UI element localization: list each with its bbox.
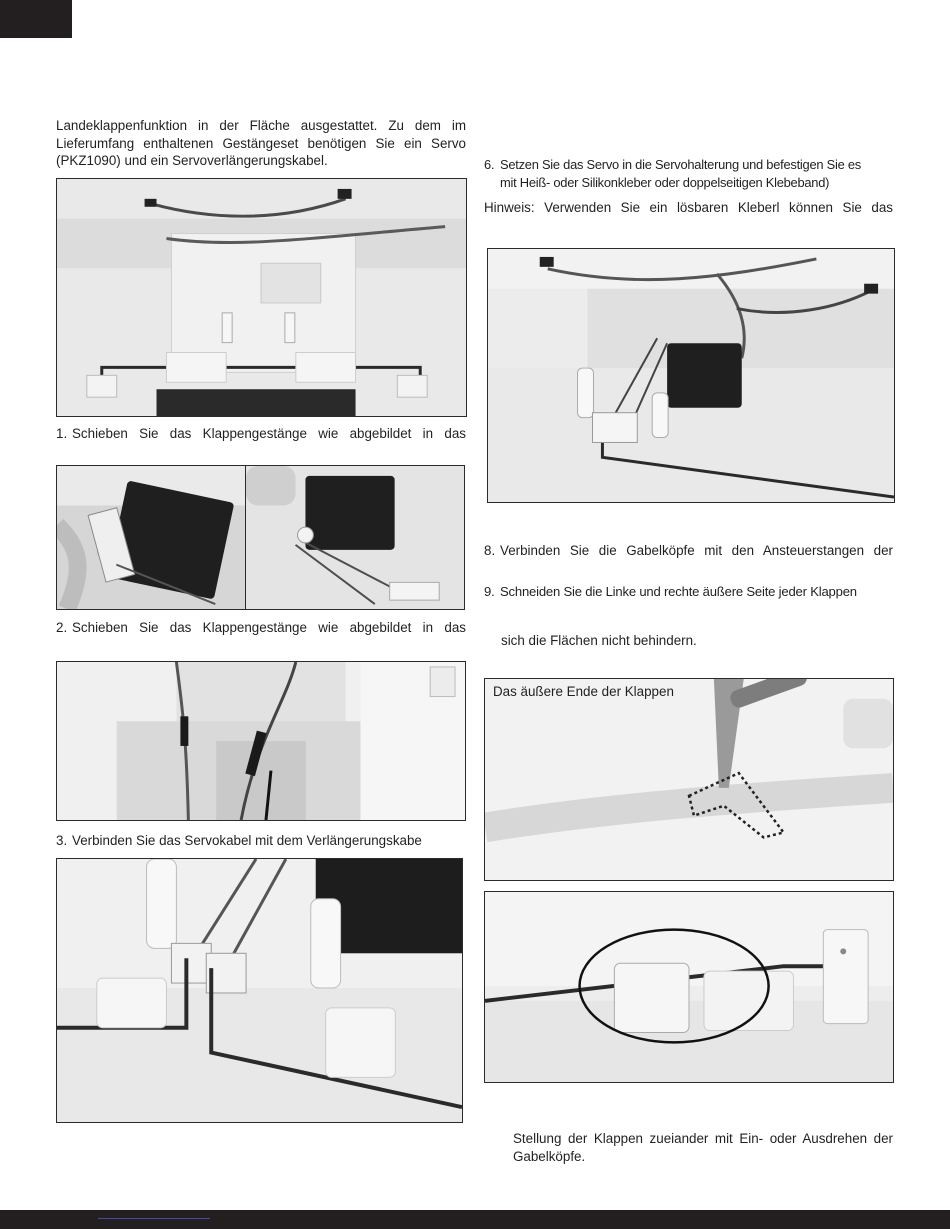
step-3-number: 3.: [56, 833, 68, 848]
step-8-text: Verbinden Sie die Gabelköpfe mit den Ansteuerstangen der: [500, 543, 893, 558]
step-1: [56, 425, 466, 443]
photo-clevis-linkage-closeup: [56, 858, 463, 1123]
photo-servo-arm-left-image: [57, 466, 245, 609]
step-8: [484, 542, 893, 560]
final-paragraph: Stellung der Klappen zueiander mit Ein- oder Ausdrehen der Gabelköpfe.: [513, 1131, 893, 1164]
step-1-number: 1.: [56, 426, 68, 441]
page-corner-tab: [0, 0, 72, 38]
photo-wing-servo-bay-image: [57, 179, 466, 416]
photo-clevis-linkage-closeup-image: [57, 859, 462, 1122]
step-9-text: Schneiden Sie die Linke und rechte äußere Seite jeder Klappen: [500, 584, 857, 599]
hint-note: Hinweis: Verwenden Sie ein lösbaren Kleberl können Sie das: [484, 200, 893, 215]
step-6: [484, 156, 896, 191]
step-9: [484, 583, 896, 601]
photo-servo-arm-right: [245, 465, 465, 610]
step-6-line-2: mit Heiß- oder Silikonkleber oder doppelseitigen Klebeband): [500, 174, 830, 190]
photo-servo-in-holder: [487, 248, 895, 503]
step-3-text: Verbinden Sie das Servokabel mit dem Verlängerungskabe: [72, 833, 422, 848]
step-2-text: Schieben Sie das Klappengestänge wie abgebildet in das: [72, 620, 466, 635]
photo-caption: Das äußere Ende der Klappen: [493, 684, 674, 699]
photo-wing-servo-bay: [56, 178, 467, 417]
footer-link-underline: [98, 1218, 210, 1219]
step-9-continuation: sich die Flächen nicht behindern.: [501, 633, 697, 648]
photo-servo-cable-extension-image: [57, 662, 465, 820]
photo-servo-cable-extension: [56, 661, 466, 821]
photo-cut-flap-outer-end-image: [485, 679, 893, 880]
step-8-number: 8.: [484, 543, 496, 558]
step-6-number: 6.: [484, 157, 495, 172]
step-2-number: 2.: [56, 620, 68, 635]
photo-flap-hinge-closeup: [484, 891, 894, 1083]
step-1-text: Schieben Sie das Klappengestänge wie abgebildet in das: [72, 426, 466, 441]
intro-paragraph: Landeklappenfunktion in der Fläche ausgestattet. Zu dem im Lieferumfang enthaltenen Gestängeset benötigen Sie ein Servo (PKZ1090) und ein Servoverlängerungskabel.: [56, 118, 466, 168]
step-6-line-1: Setzen Sie das Servo in die Servohalterung und befestigen Sie es: [500, 157, 861, 172]
step-2: [56, 619, 466, 637]
photo-flap-hinge-closeup-image: [485, 892, 893, 1082]
photo-servo-arm-left: [56, 465, 246, 610]
step-9-number: 9.: [484, 584, 495, 599]
page-footer-bar: [0, 1210, 950, 1229]
photo-servo-in-holder-image: [488, 249, 894, 502]
photo-cut-flap-outer-end: [484, 678, 894, 881]
photo-servo-arm-right-image: [246, 466, 464, 609]
step-3: [56, 832, 466, 850]
